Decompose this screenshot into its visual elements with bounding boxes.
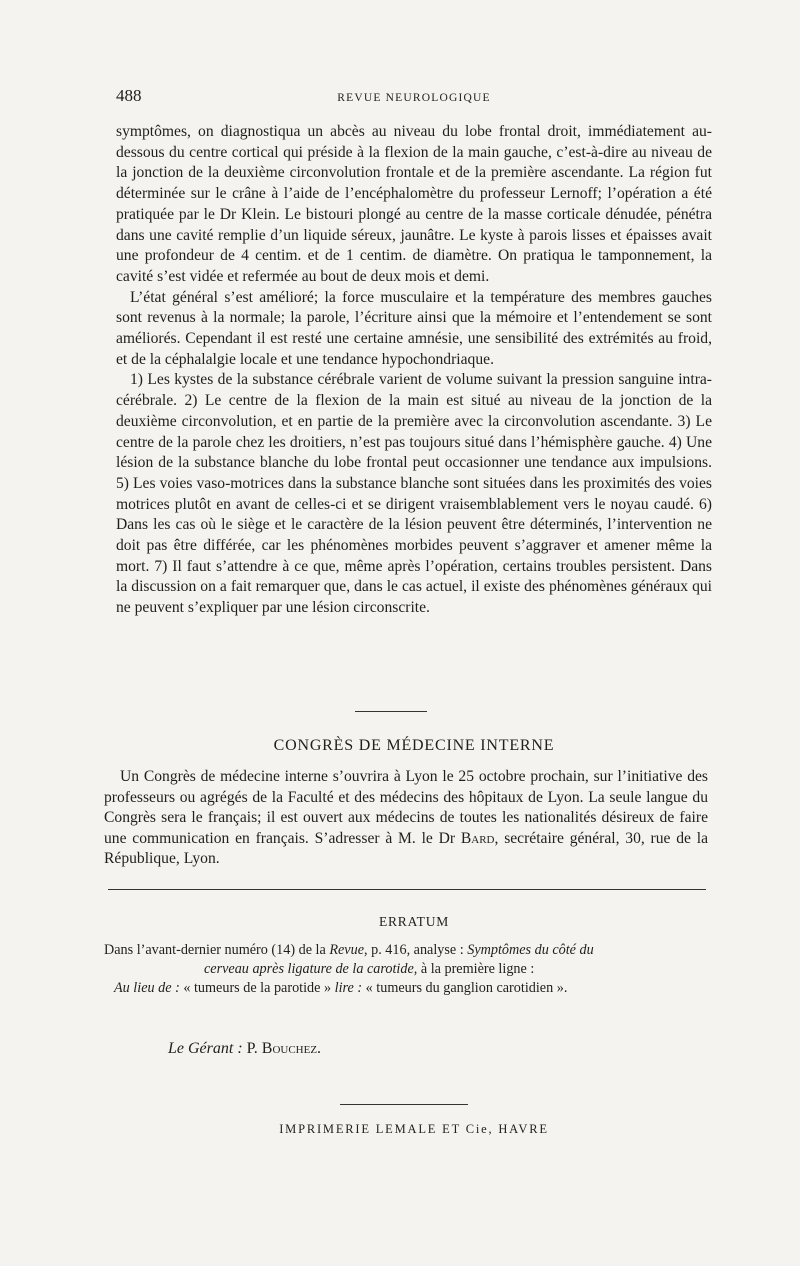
body-paragraph-2: L’état général s’est amélioré; la force musculaire et la température des membres gauches sont revenus à la normale; la parole, l’écriture ainsi que la mémoire et l’entendement se sont améliorés. Cependant il est resté une certaine amnésie, une sensibilité des extrémités au froid, et de la céphalalgie locale et une tendance hypochondriaque. (116, 288, 712, 368)
erratum-title: ERRATUM (378, 914, 450, 929)
erratum-revue: Revue (329, 942, 364, 958)
erratum-text: , p. 416, analyse : (364, 942, 468, 958)
erratum-text: « tumeurs du ganglion carotidien ». (362, 980, 568, 996)
congres-section (104, 767, 708, 870)
erratum-line-3 (104, 979, 708, 998)
body-paragraph-3: 1) Les kystes de la substance cérébrale varient de volume suivant la pression sanguine intra-cérébrale. 2) Le centre de la flexion de la main est situé au niveau de la jonction de la deuxième circonvolution, et en partie de la première avec la circonvolution ascendante. 3) Le centre de la parole chez les droitiers, n’est pas toujours situé dans l’hémisphère gauche. 4) Une lésion de la substance blanche du lobe frontal peut occasionner une tendance aux impulsions. 5) Les voies vaso-motrices dans la substance blanche sont situées dans les proximités des voies motrices plutôt en avant de celles-ci et se dirigent vraisemblablement vers le noyau caudé. 6) Dans les cas où le siège et le caractère de la lésion peuvent être déterminés, l’intervention ne doit pas être différée, car les phénomènes morbides peuvent s’aggraver et amener même la mort. 7) Il faut s’attendre à ce que, même après l’opération, certains troubles persistent. Dans la discussion on a fait remarquer que, dans le cas actuel, il existe des phénomènes généraux qui ne peuvent s’expliquer par une lésion circonscrite. (116, 371, 712, 617)
erratum-section (104, 941, 708, 998)
erratum-line-1 (104, 941, 708, 960)
gerant-label: Le Gérant : (168, 1040, 243, 1057)
congres-text-after: , secrétaire général, 30, rue de la République, Lyon. (104, 829, 708, 867)
imprint-divider (340, 1104, 468, 1105)
page-header (116, 86, 712, 110)
congres-name: Bard (460, 829, 495, 847)
erratum-italic-title: Symptômes du côté du (467, 942, 594, 958)
body-paragraph-1: symptômes, on diagnostiqua un abcès au niveau du lobe frontal droit, immédiatement au-dessous du centre cortical qui préside à la flexion de la main gauche, c’est-à-dire au niveau de la jonction de la deuxième circonvolution frontale et de la première ascendante. La région fut déterminée sur le crâne à l’aide de l’encéphalomètre du professeur Lernoff; l’opération a été pratiquée par le Dr Klein. Le bistouri plongé au centre de la masse corticale dénudée, pénétra dans une cavité remplie d’un liquide séreux, jaunâtre. Le kyste à parois lisses et épaisses avait une profondeur de 4 centim. et de 1 centim. de diamètre. On pratiqua le tamponnement, la cavité s’est vidée et refermée au bout de deux mois et demi. (116, 123, 712, 285)
article-body (116, 122, 712, 619)
erratum-text: « tumeurs de la parotide » (179, 980, 335, 996)
erratum-text: à la première ligne : (417, 961, 535, 977)
erratum-au-lieu: Au lieu de : (114, 980, 180, 996)
running-title: REVUE NEUROLOGIQUE (337, 92, 491, 104)
erratum-line-2 (104, 960, 708, 979)
erratum-italic-title: cerveau après ligature de la carotide, (204, 961, 418, 977)
page-number: 488 (116, 86, 142, 105)
congres-title: CONGRÈS DE MÉDECINE INTERNE (273, 737, 555, 754)
erratum-lire: lire : (334, 980, 363, 996)
section-divider (355, 711, 427, 712)
gerant-initial: P. (246, 1040, 262, 1057)
printer-imprint: IMPRIMERIE LEMALE ET Cie, HAVRE (279, 1122, 549, 1136)
long-divider (108, 889, 706, 890)
congres-text-before: Un Congrès de médecine interne s’ouvrira à Lyon le 25 octobre prochain, sur l’initiative des professeurs ou agrégés de la Faculté et des médecins des hôpitaux de Lyon. La seule langue du Congrès sera le français; il est ouvert aux médecins de toutes les nationalités désireux de faire une communication en français. S’adresser à M. le Dr (104, 768, 708, 847)
gerant-signature (168, 1040, 321, 1058)
erratum-text: Dans l’avant-dernier numéro (14) de la (104, 942, 330, 958)
congres-paragraph (104, 767, 708, 870)
gerant-name: Bouchez. (261, 1040, 322, 1057)
